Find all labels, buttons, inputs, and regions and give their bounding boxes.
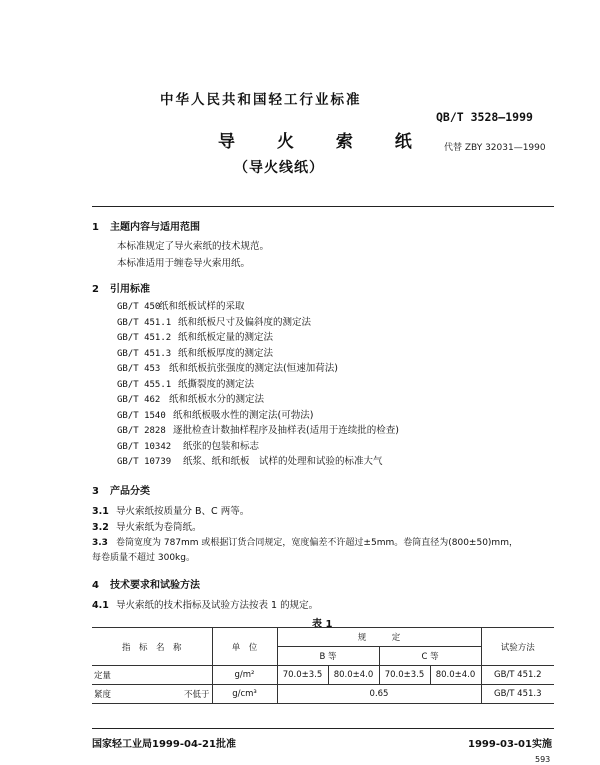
indicator-name: 定量 <box>94 671 112 681</box>
reference-title: 纸和纸板尺寸及偏斜度的测定法 <box>178 316 312 328</box>
clause-4-1 <box>92 597 318 611</box>
reference-code: GB/T 1540 <box>117 410 166 421</box>
header-method: 试验方法 <box>481 628 554 666</box>
section-title: 产品分类 <box>110 486 150 497</box>
reference-item <box>117 376 399 392</box>
clause-3-1 <box>92 503 249 517</box>
reference-code: GB/T 462 <box>117 395 161 405</box>
clause-number: 3.2 <box>92 522 109 533</box>
clause-text: 导火索纸为卷筒纸。 <box>116 522 202 533</box>
clause-text: 导火索纸的技术指标及试验方法按表 1 的规定。 <box>116 600 319 611</box>
reference-title: 纸和纸板定量的测定法 <box>178 332 274 343</box>
reference-item <box>117 314 399 330</box>
reference-item <box>117 329 399 345</box>
indicator-name: 紧度 <box>94 690 112 700</box>
reference-code: GB/T 10739 <box>117 457 172 467</box>
header-indicator: 指 标 名 称 <box>92 628 212 666</box>
reference-code: GB/T 453 <box>117 364 161 374</box>
unit-cell: g/m² <box>212 666 277 685</box>
spec-table <box>92 627 554 704</box>
clause-3-3 <box>92 535 518 548</box>
reference-item <box>117 391 399 407</box>
clause-text: 导火索纸按质量分 B、C 两等。 <box>116 506 250 517</box>
reference-title: 纸撕裂度的测定法 <box>178 378 255 390</box>
replaces-standard: 代替 ZBY 32031—1990 <box>444 143 546 153</box>
standard-number: QB/T 3528—1999 <box>436 110 533 124</box>
reference-code: GB/T 10342 <box>117 441 172 452</box>
header-spec: 规 定 <box>277 628 481 647</box>
header-grade-b: B 等 <box>277 647 379 666</box>
page-number: 593 <box>535 755 551 764</box>
clause-text: 卷筒宽度为 787mm 或根据订货合同规定，宽度偏差不许超过±5mm。卷筒直径为(800±50)mm， <box>116 538 518 548</box>
table-row <box>92 666 554 685</box>
header-unit: 单 位 <box>212 628 277 666</box>
table-header-row <box>92 628 554 647</box>
section-title: 技术要求和试验方法 <box>110 580 200 591</box>
reference-item <box>117 345 399 361</box>
reference-item <box>117 298 399 314</box>
reference-item <box>117 438 399 454</box>
unit-cell: g/cm³ <box>212 685 277 704</box>
reference-title: 逐批检查计数抽样程序及抽样表(适用于连续批的检查) <box>173 425 399 436</box>
reference-title: 纸和纸板试样的采取 <box>159 301 245 312</box>
table-caption: 表 1 <box>312 619 333 630</box>
reference-title: 纸和纸板抗张强度的测定法(恒速加荷法) <box>169 363 338 374</box>
section-title: 引用标准 <box>110 284 150 295</box>
clause-number: 3.1 <box>92 506 109 517</box>
table-row <box>92 685 554 704</box>
section-2-heading <box>92 280 150 295</box>
reference-code: GB/T 451.3 <box>117 348 172 359</box>
section-1-paragraph-2: 本标准适用于缠卷导火索用纸。 <box>117 258 251 269</box>
value-cell: 80.0±4.0 <box>430 666 481 685</box>
section-1-paragraph-1: 本标准规定了导火索纸的技术规范。 <box>117 241 270 252</box>
reference-code: GB/T 455.1 <box>117 379 172 390</box>
section-1-heading <box>92 218 200 233</box>
reference-title: 纸和纸板吸水性的测定法(可勃法) <box>173 409 314 421</box>
header-divider <box>92 206 554 207</box>
reference-code: GB/T 451.1 <box>117 317 172 328</box>
method-cell: GB/T 451.2 <box>481 666 554 685</box>
section-number: 1 <box>92 222 99 233</box>
approval-statement: 国家轻工业局1999-04-21批准 <box>92 739 236 750</box>
section-4-heading <box>92 576 200 591</box>
reference-code: GB/T 450 <box>117 302 161 312</box>
value-cell: 80.0±4.0 <box>328 666 379 685</box>
value-cell-merged: 0.65 <box>277 685 481 704</box>
document-subtitle: （导火线纸） <box>234 160 324 176</box>
normative-references-list <box>117 298 399 469</box>
section-number: 4 <box>92 580 99 591</box>
reference-title: 纸和纸板水分的测定法 <box>169 394 265 405</box>
section-number: 3 <box>92 486 99 497</box>
clause-3-2 <box>92 519 202 533</box>
reference-title: 纸张的包装和标志 <box>183 440 260 452</box>
reference-item <box>117 407 399 423</box>
indicator-qualifier: 不低于 <box>183 690 210 700</box>
footer-divider <box>92 728 554 729</box>
reference-item <box>117 422 399 438</box>
reference-item <box>117 360 399 376</box>
reference-item <box>117 453 399 469</box>
row-indicator-cell <box>92 685 212 704</box>
reference-title: 纸浆、纸和纸板 试样的处理和试验的标准大气 <box>183 456 383 467</box>
document-title: 导 火 索 纸 <box>218 132 430 152</box>
value-cell: 70.0±3.5 <box>277 666 328 685</box>
clause-number: 3.3 <box>92 538 108 548</box>
section-title: 主题内容与适用范围 <box>110 222 200 233</box>
value-cell: 70.0±3.5 <box>379 666 430 685</box>
clause-3-3-continued: 每卷质量不超过 300kg。 <box>92 553 195 563</box>
issuing-body-title: 中华人民共和国轻工行业标准 <box>160 92 362 108</box>
row-indicator-cell <box>92 666 212 685</box>
reference-code: GB/T 2828 <box>117 426 166 436</box>
header-grade-c: C 等 <box>379 647 481 666</box>
implementation-date: 1999-03-01实施 <box>468 739 552 750</box>
clause-number: 4.1 <box>92 600 109 611</box>
method-cell: GB/T 451.3 <box>481 685 554 704</box>
section-3-heading <box>92 482 150 497</box>
reference-code: GB/T 451.2 <box>117 333 172 343</box>
reference-title: 纸和纸板厚度的测定法 <box>178 347 274 359</box>
section-number: 2 <box>92 284 99 295</box>
